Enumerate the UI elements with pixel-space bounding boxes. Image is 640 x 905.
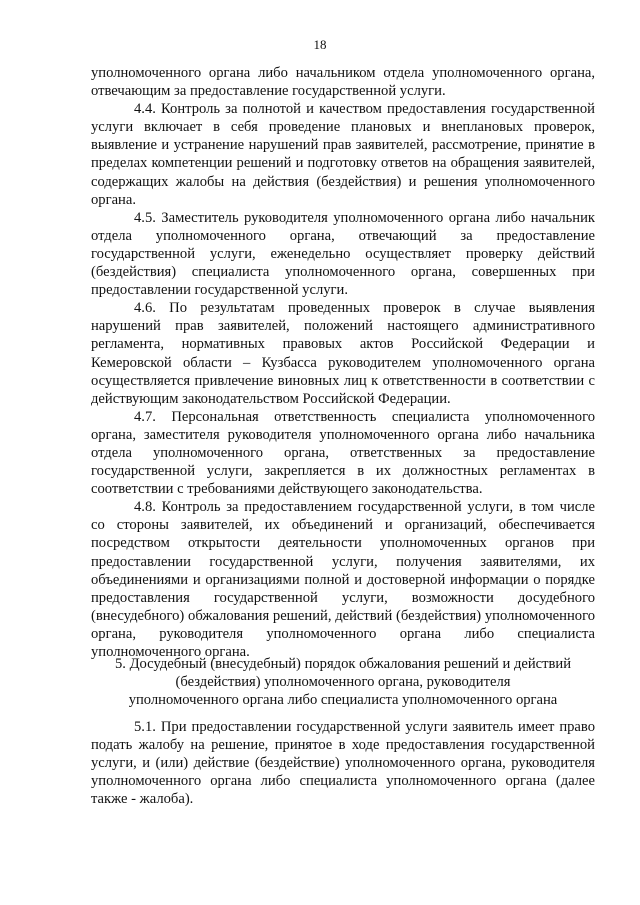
section-5-heading-line-3: уполномоченного органа либо специалиста уполномоченного органа xyxy=(128,692,558,709)
section-5-body xyxy=(91,718,595,808)
paragraph-4-7: 4.7. Персональная ответственность специалиста уполномоченного органа, заместителя руководителя уполномоченного органа либо начальника отдела уполномоченного органа, ответственных за предоставление государственной услуги, закрепляется в их должностных регламентах в соответствии с требованиями действующего законодательства. xyxy=(91,408,595,498)
page-number: 18 xyxy=(313,37,327,52)
paragraph-continuation: уполномоченного органа либо начальником отдела уполномоченного органа, отвечающим за предоставление государственной услуги. xyxy=(91,65,595,100)
paragraph-4-6: 4.6. По результатам проведенных проверок в случае выявления нарушений прав заявителей, положений настоящего административного регламента, нормативных правовых актов Российской Федерации и Кемеровской области – Кузбасса руководителем уполномоченного органа осуществляется привлечение виновных лиц к ответственности в соответствии с действующим законодательством Российской Федерации. xyxy=(91,300,595,407)
section-5-heading-line-2: (бездействия) уполномоченного органа, руководителя xyxy=(175,674,511,691)
paragraph-4-5: 4.5. Заместитель руководителя уполномоченного органа либо начальник отдела уполномоченного органа, отвечающий за предоставление государственной услуги, еженедельно осуществляет проверку действий (бездействия) специалиста уполномоченного органа, совершенных при предоставлении государственной услуги. xyxy=(91,209,595,299)
section-5-heading-line-1: 5. Досудебный (внесудебный) порядок обжалования решений и действий xyxy=(114,656,572,672)
section-4-body xyxy=(91,64,595,661)
paragraph-4-4: 4.4. Контроль за полнотой и качеством предоставления государственной услуги включает в себя проведение плановых и внеплановых проверок, выявление и устранение нарушений прав заявителей, рассмотрение, принятие в пределах компетенции решений и подготовку ответов на обращения заявителей, содержащих жалобы на действия (бездействия) и решения уполномоченного органа. xyxy=(91,101,595,208)
section-5-heading xyxy=(91,655,595,709)
paragraph-5-1: 5.1. При предоставлении государственной услуги заявитель имеет право подать жалобу на решение, принятое в ходе предоставления государственной услуги, и (или) действие (бездействие) уполномоченного органа, руководителя уполномоченного органа либо специалиста уполномоченного органа (далее также - жалоба). xyxy=(91,719,595,808)
paragraph-4-8: 4.8. Контроль за предоставлением государственной услуги, в том числе со стороны заявителей, их объединений и организаций, обеспечивается посредством открытости деятельности уполномоченных органов при предоставлении государственной услуги, получения заявителями, их объединениями и организациями полной и достоверной информации о порядке предоставления государственной услуги, возможности досудебного (внесудебного) обжалования решений, действий (бездействия) уполномоченного органа, руководителя уполномоченного органа либо специалиста уполномоченного органа. xyxy=(91,499,595,660)
